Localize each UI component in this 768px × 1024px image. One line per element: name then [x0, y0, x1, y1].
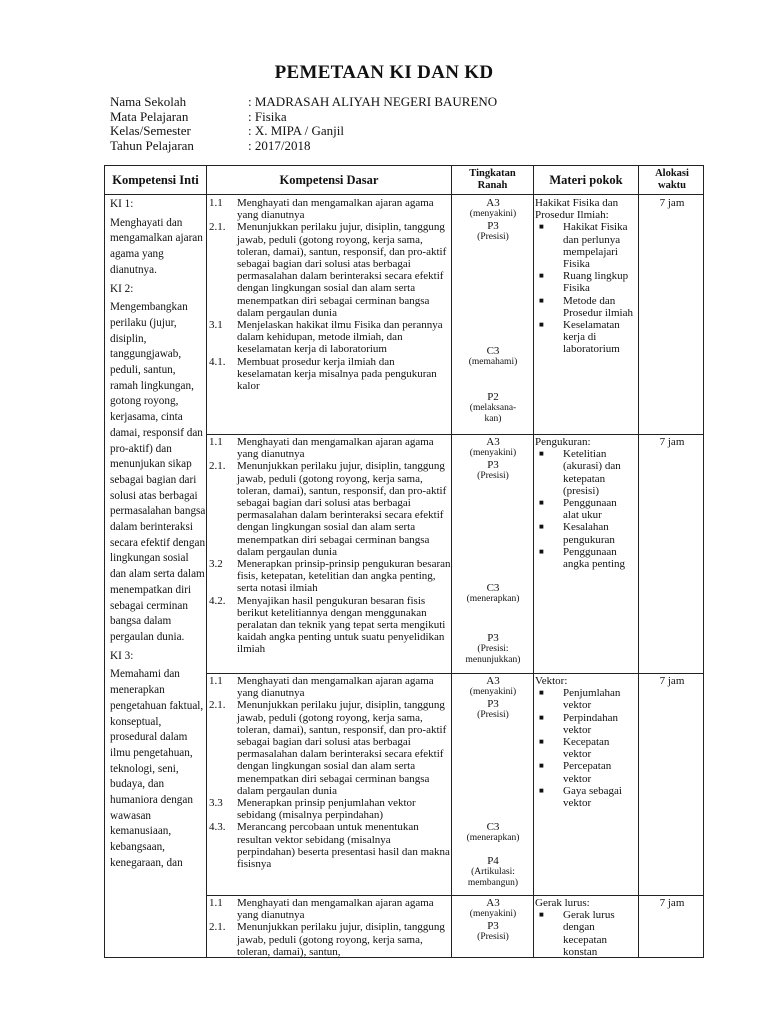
- column-divider: [206, 166, 207, 957]
- page-title: PEMETAAN KI DAN KD: [274, 62, 494, 83]
- materi-title: Hakikat Fisika dan Prosedur Ilmiah:: [535, 197, 619, 222]
- materi-item: ■ Hakikat Fisika dan perlunya mempelajari Fisika: [539, 221, 628, 271]
- kd-item: 2.1. Menunjukkan perilaku jujur, disiplin, tanggung jawab, peduli (gotong royong, kerja sama, toleran, damai), santun, responsif, dan pro-aktif sebagai bagian dari solusi atas berbagai permasalahan dalam berinteraksi secara efektif dengan lingkungan sosial dan alam serta menempatkan diri sebagai cerminan bangsa dalam pergaulan dunia: [209, 221, 447, 319]
- ranah-item: C3 (menerapkan): [466, 582, 520, 604]
- kd-item: 3.2 Menerapkan prinsip-prinsip pengukuran besaran fisis, ketepatan, ketelitian dan angka penting, serta notasi ilmiah: [209, 558, 451, 595]
- ranah-item: A3 (menyakini): [469, 897, 517, 919]
- kd-cell: [209, 897, 451, 958]
- ranah-item: P3 (Presisi: menunjukkan): [465, 632, 521, 665]
- materi-item: ■ Ketelitian (akurasi) dan ketepatan (presisi): [539, 448, 621, 497]
- bullet-icon: ■: [539, 688, 544, 698]
- materi-item: ■ Kesalahan pengukuran: [539, 521, 615, 546]
- kd-item: 2.1. Menunjukkan perilaku jujur, disiplin, tanggung jawab, peduli (gotong royong, kerja sama, toleran, damai), santun,: [209, 921, 445, 958]
- ranah-item: P3 (Presisi): [477, 220, 509, 242]
- materi-cell: [535, 897, 635, 958]
- bullet-icon: ■: [539, 320, 544, 330]
- alokasi-waktu: 7 jam: [659, 675, 685, 687]
- kd-item: 1.1 Menghayati dan mengamalkan ajaran agama yang dianutnya: [209, 675, 434, 700]
- school-info: [110, 95, 497, 153]
- bullet-icon: ■: [539, 910, 544, 920]
- bullet-icon: ■: [539, 737, 544, 747]
- ki-column: [110, 197, 206, 875]
- ranah-item: C3 (memahami): [468, 345, 518, 367]
- header-divider: [105, 194, 704, 195]
- row-divider: [206, 434, 704, 435]
- ranah-item: A3 (menyakini): [469, 436, 517, 458]
- info-row: Mata Pelajaran : Fisika: [110, 108, 287, 124]
- kd-item: 1.1 Menghayati dan mengamalkan ajaran agama yang dianutnya: [209, 897, 434, 922]
- materi-item: ■ Kecepatan vektor: [539, 736, 610, 761]
- alokasi-waktu: 7 jam: [659, 197, 685, 209]
- bullet-icon: ■: [539, 712, 544, 722]
- bullet-icon: ■: [539, 222, 544, 232]
- header-kd: Kompetensi Dasar: [279, 173, 379, 187]
- materi-title: Vektor:: [535, 675, 568, 687]
- info-row: Nama Sekolah : MADRASAH ALIYAH NEGERI BAURENO: [110, 94, 498, 109]
- bullet-icon: ■: [539, 761, 544, 771]
- ki-text: Mengembangkan perilaku (jujur, disiplin, tanggungjawab, peduli, santun, ramah lingkungan, gotong royong, kerjasama, cinta damai, responsif dan pro-aktif) dan menunjukan sikap sebagai bagian dari solusi atas berbagai permasalahan bangsa dalam berinteraksi secara efektif dengan lingkungan sosial dan alam serta dalam menempatkan diri sebagai cerminan bangsa dalam pergaulan dunia.: [110, 301, 206, 643]
- kd-cell: [209, 197, 451, 392]
- ranah-item: P3 (Presisi): [477, 920, 509, 942]
- ranah-item: A3 (menyakini): [469, 197, 517, 219]
- kd-cell: [209, 436, 451, 656]
- ki-label: KI 3:: [110, 649, 134, 662]
- bullet-icon: ■: [539, 785, 544, 795]
- bullet-icon: ■: [539, 546, 544, 556]
- materi-item: ■ Percepatan vektor: [539, 760, 612, 785]
- mapping-table: [104, 165, 704, 958]
- materi-item: ■ Ruang lingkup Fisika: [539, 270, 629, 295]
- ki-text: Menghayati dan mengamalkan ajaran agama yang dianutnya.: [110, 216, 203, 276]
- kd-item: 3.3 Menerapkan prinsip penjumlahan vektor sebidang (misalnya perpindahan): [209, 797, 416, 822]
- ranah-item: P3 (Presisi): [477, 698, 509, 720]
- kd-item: 1.1 Menghayati dan mengamalkan ajaran agama yang dianutnya: [209, 436, 434, 461]
- bullet-icon: ■: [539, 295, 544, 305]
- bullet-icon: ■: [539, 498, 544, 508]
- header-ranah: Tingkatan Ranah: [469, 168, 516, 191]
- column-divider: [451, 166, 452, 957]
- kd-item: 3.1 Menjelaskan hakikat ilmu Fisika dan perannya dalam kehidupan, metode ilmiah, dan keselamatan kerja di laboratorium: [209, 319, 443, 356]
- kd-item: 2.1. Menunjukkan perilaku jujur, disiplin, tanggung jawab, peduli (gotong royong, kerja sama, toleran, damai), santun, responsif, dan pro-aktif sebagai bagian dari solusi atas berbagai permasalahan dalam berinteraksi secara efektif dengan lingkungan sosial dan alam serta menempatkan diri sebagai cerminan bangsa dalam pergaulan dunia: [209, 699, 447, 797]
- bullet-icon: ■: [539, 271, 544, 281]
- kd-item: 4.1. Membuat prosedur kerja ilmiah dan keselamatan kerja misalnya pada pengukuran kalor: [209, 355, 437, 393]
- header-ki: Kompetensi Inti: [112, 173, 199, 187]
- materi-item: ■ Penggunaan angka penting: [539, 545, 626, 571]
- bullet-icon: ■: [539, 522, 544, 532]
- materi-item: ■ Keselamatan kerja di laboratorium: [539, 319, 620, 356]
- materi-title: Gerak lurus:: [535, 897, 590, 909]
- header-materi: Materi pokok: [549, 173, 623, 187]
- kd-item: 4.2. Menyajikan hasil pengukuran besaran fisis berikut ketelitiannya dengan menggunakan peralatan dan teknik yang tepat serta mengikuti kaidah angka penting untuk suatu penyelidikan ilmiah: [209, 594, 446, 656]
- ranah-item: P3 (Presisi): [477, 459, 509, 481]
- ki-text: Memahami dan menerapkan pengetahuan faktual, konseptual, prosedural dalam ilmu pengetahuan, teknologi, seni, budaya, dan humaniora dengan wawasan kemanusiaan, kebangsaan, kenegaraan, dan: [110, 668, 204, 869]
- materi-cell: [535, 436, 635, 570]
- ranah-item: P2 (melaksana-kan): [469, 391, 517, 424]
- kd-item: 2.1. Menunjukkan perilaku jujur, disiplin, tanggung jawab, peduli (gotong royong, kerja sama, toleran, damai), santun, responsif, dan pro-aktif sebagai bagian dari solusi atas berbagai permasalahan dalam berinteraksi secara efektif dengan lingkungan sosial dan alam serta menempatkan diri sebagai cerminan bangsa dalam pergaulan dunia: [209, 460, 447, 558]
- ranah-item: C3 (menerapkan): [466, 821, 520, 843]
- header-waktu: Alokasi waktu: [655, 168, 689, 191]
- materi-cell: [535, 197, 635, 356]
- materi-title: Pengukuran:: [535, 436, 591, 448]
- ki-label: KI 2:: [110, 282, 134, 295]
- row-divider: [206, 895, 704, 896]
- materi-item: ■ Penjumlahan vektor: [539, 687, 621, 712]
- info-row: Kelas/Semester : X. MIPA / Ganjil: [110, 123, 344, 138]
- materi-item: ■ Perpindahan vektor: [539, 711, 618, 736]
- ranah-item: A3 (menyakini): [469, 675, 517, 697]
- materi-item: ■ Metode dan Prosedur ilmiah: [539, 294, 633, 319]
- materi-item: ■ Gerak lurus dengan kecepatan konstan: [539, 909, 615, 958]
- bullet-icon: ■: [539, 449, 544, 459]
- kd-item: 4.3. Merancang percobaan untuk menentukan resultan vektor sebidang (misalnya perpindahan) beserta presentasi hasil dan makna fisisnya: [209, 821, 450, 871]
- materi-item: ■ Penggunaan alat ukur: [539, 497, 617, 522]
- alokasi-waktu: 7 jam: [659, 897, 685, 909]
- ki-label: KI 1:: [110, 198, 134, 210]
- kd-item: 1.1 Menghayati dan mengamalkan ajaran agama yang dianutnya: [209, 197, 434, 222]
- kd-cell: [209, 675, 451, 870]
- row-divider: [206, 673, 704, 674]
- materi-item: ■ Gaya sebagai vektor: [539, 784, 622, 810]
- info-row: Tahun Pelajaran : 2017/2018: [110, 137, 311, 153]
- column-divider: [533, 166, 534, 957]
- alokasi-waktu: 7 jam: [659, 436, 685, 448]
- ranah-item: P4 (Artikulasi: membangun): [467, 855, 519, 888]
- column-divider: [638, 166, 639, 957]
- materi-cell: [535, 675, 635, 809]
